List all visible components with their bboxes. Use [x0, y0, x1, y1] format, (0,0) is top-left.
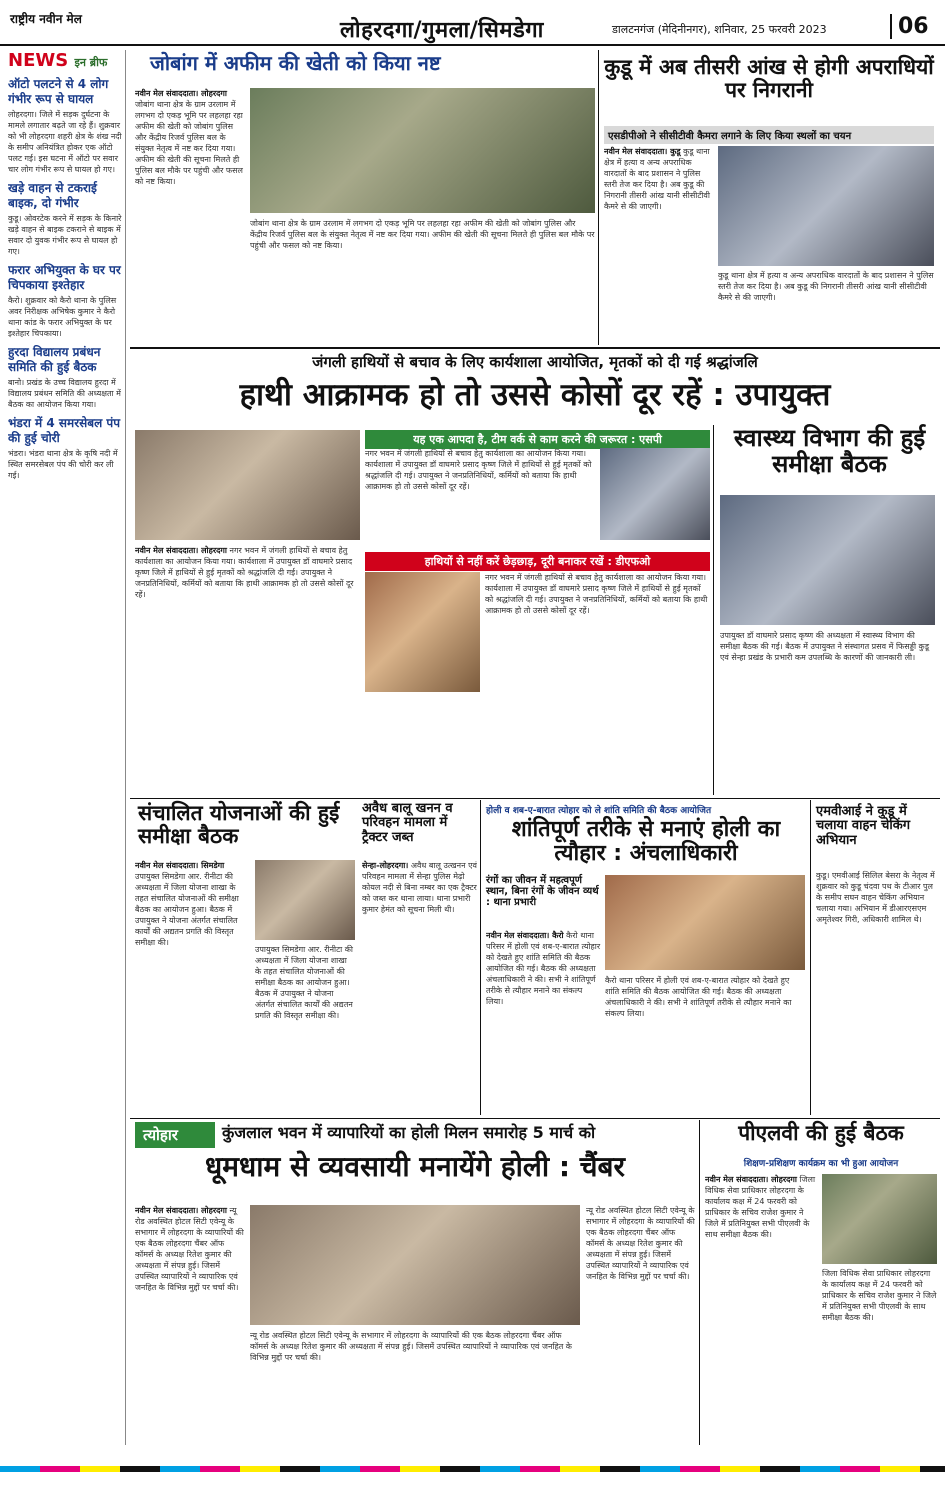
- story10-body-continued: जिला विधिक सेवा प्राधिकार लोहरदगा के कार्यालय कक्ष में 24 फरवरी को प्राधिकार के सचिव राजेश कुमार ने जिले में प्रतिनियुक्त सभी पीएलवी के साथ समीक्षा बैठक की।: [822, 1269, 937, 1322]
- story3-text: नगर भवन में जंगली हाथियों से बचाव हेतु कार्यशाला का आयोजन किया गया। कार्यशाला में उपायुक्त डॉ वाघमारे प्रसाद कृष्ण जिले में हाथियों से हुई मृतकों को श्रद्धांजलि दी गई। उपायुक्त ने जनप्रतिनिधियों, कर्मियों को बताया कि हाथी आक्रामक हो तो उससे कोसों दूर रहें।: [135, 546, 354, 599]
- story1-byline: नवीन मेल संवाददाता। लोहरदगा: [135, 89, 227, 98]
- story7-headline: शांतिपूर्ण तरीके से मनाएं होली का त्यौहार : अंचलाधिकारी: [511, 817, 781, 867]
- story9-photo: [250, 1205, 580, 1325]
- story1-body: [135, 88, 245, 343]
- story9-body-column3: न्यू रोड अवस्थित होटल सिटी एवेन्यू के सभागार में लोहरदगा के व्यापारियों की एक बैठक लोहरदगा चैंबर ऑफ कॉमर्स के अध्यक्ष रितेश कुमार की अध्यक्षता में संपन्न हुई। जिसमें उपस्थित व्यापारियों ने व्यापारिक एवं जनहित के विभिन्न मुद्दों पर चर्चा की।: [586, 1206, 695, 1281]
- story9-body-continued: न्यू रोड अवस्थित होटल सिटी एवेन्यू के सभागार में लोहरदगा के व्यापारियों की एक बैठक लोहरदगा चैंबर ऑफ कॉमर्स के अध्यक्ष रितेश कुमार की अध्यक्षता में संपन्न हुई। जिसमें उपस्थित व्यापारियों ने व्यापारिक एवं जनहित के विभिन्न मुद्दों पर चर्चा की।: [250, 1331, 572, 1362]
- story3-kicker: जंगली हाथियों से बचाव के लिए कार्यशाला आयोजित, मृतकों को दी गई श्रद्धांजलि: [312, 353, 758, 371]
- story5-photo: [255, 860, 355, 940]
- column-divider: [598, 50, 599, 345]
- story10-byline: नवीन मेल संवाददाता। लोहरदगा: [705, 1175, 797, 1184]
- story3-byline: नवीन मेल संवाददाता। लोहरदगा: [135, 546, 227, 555]
- story10-text: जिला विधिक सेवा प्राधिकार लोहरदगा के कार्यालय कक्ष में 24 फरवरी को प्राधिकार के सचिव राजेश कुमार ने जिले में प्रतिनियुक्त सभी पीएलवी के साथ समीक्षा बैठक की।: [705, 1175, 816, 1239]
- brief-headline: भंडरा में 4 समरसेबल पंप की हुई चोरी: [8, 416, 121, 445]
- story3-dfo-text: नगर भवन में जंगली हाथियों से बचाव हेतु कार्यशाला का आयोजन किया गया। कार्यशाला में उपायुक्त डॉ वाघमारे प्रसाद कृष्ण जिले में हाथियों से हुई मृतकों को श्रद्धांजलि दी गई। उपायुक्त ने जनप्रतिनिधियों, कर्मियों को बताया कि हाथी आक्रामक हो तो उससे कोसों दूर रहें।: [485, 573, 708, 615]
- story6-byline: सेन्हा-लोहरदगा।: [362, 861, 409, 870]
- section-title: लोहरदगा/गुमला/सिमडेगा: [340, 18, 544, 43]
- story9-headline: धूमधाम से व्यवसायी मनायेंगे होली : चैंबर: [205, 1150, 625, 1183]
- brief-item: [8, 263, 125, 339]
- brief-text: बानो। प्रखंड के उच्च विद्यालय हुरदा में विद्यालय प्रबंधन समिति की अध्यक्षता में बैठक का आयोजन किया गया।: [8, 378, 121, 409]
- story2-text: कुडू थाना क्षेत्र में हत्या व अन्य अपराधिक वारदातों के बाद प्रशासन ने पुलिस स्तरी तेज कर दिया है। अब कुडू की निगरानी तीसरी आंख यानी सीसीटीवी कैमरे से की जाएगी।: [604, 147, 710, 211]
- section-rule: [130, 1118, 940, 1119]
- story6-headline: अवैध बालू खनन व परिवहन मामला में ट्रैक्टर जब्त: [362, 801, 453, 845]
- story3-photo-sp: [600, 448, 710, 540]
- story9-tag: त्योहार: [135, 1122, 215, 1148]
- brief-text: भंडरा। भंडरा थाना क्षेत्र के कृषि नदी में स्थित समरसेबल पंप की चोरी कर ली गई।: [8, 449, 118, 480]
- story3-photo-1: [135, 430, 360, 540]
- brief-text: लोहरदगा। जिले में सड़क दुर्घटना के मामले लगातार बढ़ते जा रहे हैं। शुक्रवार को भी लोहरदगा शहरी क्षेत्र के शंख नदी के समीप अनियंत्रित होकर एक ऑटो पलट गई। इस घटना में ऑटो पर सवार चार लोग गंभीर रूप से घायल हो गए।: [8, 110, 122, 174]
- story4-photo: [720, 495, 935, 625]
- brief-headline: खड़े वाहन से टकराई बाइक, दो गंभीर: [8, 181, 97, 210]
- section-rule: [130, 347, 940, 349]
- story8-headline: एमवीआई ने कुडू में चलाया वाहन चेकिंग अभियान: [816, 804, 911, 848]
- story7-body-continued: कैरो थाना परिसर में होली एवं शब-ए-बारात त्योहार को देखते हुए शांति समिति की बैठक आयोजित की गई। बैठक की अध्यक्षता अंचलाधिकारी ने की। सभी ने शांतिपूर्ण तरीके से त्यौहार मनाने का संकल्प लिया।: [605, 976, 792, 1018]
- news-brief-badge: [8, 50, 125, 71]
- news-brief-column: [8, 50, 126, 1445]
- story2-body-continued: कुडू थाना क्षेत्र में हत्या व अन्य अपराधिक वारदातों के बाद प्रशासन ने पुलिस स्तरी तेज कर दिया है। अब कुडू की निगरानी तीसरी आंख यानी सीसीटीवी कैमरे से की जाएगी।: [718, 271, 934, 302]
- news-label: NEWS: [8, 50, 69, 71]
- brief-item: [8, 181, 125, 257]
- story4-body: उपायुक्त डॉ वाघमारे प्रसाद कृष्ण की अध्यक्षता में स्वास्थ्य विभाग की समीक्षा बैठक की गई। बैठक में उपायुक्त ने संस्थागत प्रसव में फिसड्डी कुडू एवं सेन्हा प्रखंड के प्रभारी कम उपलब्धि के कारणों की जानकारी ली।: [720, 631, 929, 662]
- story6-text: अवैध बालू उत्खनन एवं परिवहन मामला में सेन्हा पुलिस मेढ़ो कोयल नदी से बिना नम्बर का एक ट्रैक्टर को जब्त कर थाना लाया। थाना प्रभारी कुमार हेमंत को सूचना मिली थी।: [362, 861, 477, 914]
- story5-headline: संचालित योजनाओं की हुई समीक्षा बैठक: [138, 801, 340, 849]
- masthead: राष्ट्रीय नवीन मेल: [10, 12, 82, 26]
- brief-headline: हुरदा विद्यालय प्रबंधन समिति की हुई बैठक: [8, 345, 101, 374]
- story1-text: जोबांग थाना क्षेत्र के ग्राम उरलाम में लगभग दो एकड़ भूमि पर लहलहा रहा अफीम की खेती को जोबांग पुलिस और केंद्रीय रिजर्व पुलिस बल के संयुक्त नेतृत्व में नष्ट कर दिया गया। अफीम की खेती की सूचना मिलते ही पुलिस बल मौके पर पहुंची और फसल को नष्ट किया।: [135, 100, 243, 186]
- story2-body: [604, 146, 714, 341]
- story9-kicker: कुंजलाल भवन में व्यापारियों का होली मिलन समारोह 5 मार्च को: [222, 1123, 596, 1142]
- dateline: डालटनगंज (मेदिनीनगर), शनिवार, 25 फरवरी 2023: [612, 23, 827, 36]
- story7-byline: नवीन मेल संवाददाता। कैरो: [486, 931, 564, 940]
- story5-text: उपायुक्त सिमडेगा आर. रीनीटा की अध्यक्षता में जिला योजना शाखा के तहत संचालित योजनाओं की समीक्षा बैठक का आयोजन हुआ। बैठक में उपायुक्त ने योजना अंतर्गत संचालित कार्यों की अद्यतन प्रगति की विस्तृत समीक्षा की।: [135, 872, 239, 947]
- story6-body: [362, 860, 477, 1115]
- brief-item: [8, 345, 125, 410]
- column-divider: [480, 800, 481, 1115]
- story1-headline: जोबांग में अफीम की खेती को किया नष्ट: [150, 51, 441, 75]
- story3-sp-text: नगर भवन में जंगली हाथियों से बचाव हेतु कार्यशाला का आयोजन किया गया। कार्यशाला में उपायुक्त डॉ वाघमारे प्रसाद कृष्ण जिले में हाथियों से हुई मृतकों को श्रद्धांजलि दी गई। उपायुक्त ने जनप्रतिनिधियों, कर्मियों को बताया कि हाथी आक्रामक हो तो उससे कोसों दूर रहें।: [365, 449, 592, 491]
- column-divider: [713, 425, 714, 795]
- brief-item: [8, 77, 125, 175]
- story7-kicker: होली व शब-ए-बारात त्योहार को ले शांति समिति की बैठक आयोजित: [486, 806, 712, 816]
- page-number: 06: [890, 14, 929, 39]
- story3-headline: हाथी आक्रामक हो तो उससे कोसों दूर रहें : उपायुक्त: [239, 377, 831, 413]
- news-sub-label: इन ब्रीफ: [74, 56, 108, 69]
- story1-body-continued: जोबांग थाना क्षेत्र के ग्राम उरलाम में लगभग दो एकड़ भूमि पर लहलहा रहा अफीम की खेती को जोबांग पुलिस और केंद्रीय रिजर्व पुलिस बल के संयुक्त नेतृत्व में नष्ट कर दिया गया। अफीम की खेती की सूचना मिलते ही पुलिस बल मौके पर पहुंची और फसल को नष्ट किया।: [250, 219, 595, 250]
- story9-byline: नवीन मेल संवाददाता। लोहरदगा: [135, 1206, 227, 1215]
- story2-photo: [718, 146, 934, 266]
- story7-quote: रंगों का जीवन में महत्वपूर्ण स्थान, बिना रंगों के जीवन व्यर्थ : थाना प्रभारी: [486, 875, 599, 908]
- story5-body: [135, 860, 250, 1115]
- story2-headline: कुडू में अब तीसरी आंख से होगी अपराधियों पर निगरानी: [604, 55, 934, 103]
- story8-body: कुडू। एमवीआई सिलिल बेसरा के नेतृत्व में शुक्रवार को कुडू चंदवा पथ के टीआर पुल के समीप सघन वाहन चेकिंग अभियान चलाया गया। अभियान में डीआरएसएम अमृतेश्वर गिरी, अधिकारी शामिल थे।: [816, 871, 935, 924]
- column-divider: [699, 1120, 700, 1445]
- story5-byline: नवीन मेल संवाददाता। सिमडेगा: [135, 861, 225, 870]
- print-color-strip: [0, 1466, 945, 1472]
- story10-headline: पीएलवी की हुई बैठक: [738, 1121, 904, 1145]
- story3-body: [135, 545, 360, 795]
- story3-bar-dfo: हाथियों से नहीं करें छेड़छाड़, दूरी बनाकर रखें : डीएफओ: [365, 552, 710, 571]
- story9-body: [135, 1205, 245, 1445]
- brief-item: [8, 416, 125, 481]
- story7-body: [486, 930, 601, 1115]
- story5-body-continued: उपायुक्त सिमडेगा आर. रीनीटा की अध्यक्षता में जिला योजना शाखा के तहत संचालित योजनाओं की समीक्षा बैठक का आयोजन हुआ। बैठक में उपायुक्त ने योजना अंतर्गत संचालित कार्यों की अद्यतन प्रगति की विस्तृत समीक्षा की।: [255, 945, 353, 1020]
- story2-subhead: एसडीपीओ ने सीसीटीवी कैमरा लगाने के लिए किया स्थलों का चयन: [604, 126, 934, 144]
- story4-headline: स्वास्थ्य विभाग की हुई समीक्षा बैठक: [733, 424, 926, 479]
- story7-text: कैरो थाना परिसर में होली एवं शब-ए-बारात त्योहार को देखते हुए शांति समिति की बैठक आयोजित की गई। बैठक की अध्यक्षता अंचलाधिकारी ने की। सभी ने शांतिपूर्ण तरीके से त्यौहार मनाने का संकल्प लिया।: [486, 931, 601, 1006]
- brief-headline: ऑटो पलटने से 4 लोग गंभीर रूप से घायल: [8, 77, 109, 106]
- story10-subhead: शिक्षण-प्रशिक्षण कार्यक्रम का भी हुआ आयोजन: [743, 1159, 899, 1169]
- story10-body: [705, 1174, 817, 1444]
- story3-bar-sp: यह एक आपदा है, टीम वर्क से काम करने की जरूरत : एसपी: [365, 430, 710, 449]
- brief-text: कैरो। शुक्रवार को कैरो थाना के पुलिस अवर निरीक्षक अभिषेक कुमार ने कैरो थाना कांड के फरार अभियुक्त के घर इश्तेहार चिपकाया।: [8, 296, 117, 338]
- brief-headline: फरार अभियुक्त के घर पर चिपकाया इश्तेहार: [8, 263, 121, 292]
- story10-photo: [822, 1174, 937, 1264]
- story1-photo: [250, 88, 595, 213]
- brief-text: कुडू। ओवरटेक करने में सड़क के किनारे खड़े वाहन से बाइक टकराने से बाइक में सवार दो युवक गंभीर रूप से घायल हो गए।: [8, 214, 122, 256]
- section-rule: [130, 798, 940, 799]
- story9-text: न्यू रोड अवस्थित होटल सिटी एवेन्यू के सभागार में लोहरदगा के व्यापारियों की एक बैठक लोहरदगा चैंबर ऑफ कॉमर्स के अध्यक्ष रितेश कुमार की अध्यक्षता में संपन्न हुई। जिसमें उपस्थित व्यापारियों ने व्यापारिक एवं जनहित के विभिन्न मुद्दों पर चर्चा की।: [135, 1206, 244, 1292]
- column-divider: [810, 800, 811, 1115]
- story2-byline: नवीन मेल संवाददाता। कुडू: [604, 147, 681, 156]
- story3-photo-dfo: [365, 572, 480, 692]
- story7-photo: [605, 875, 805, 970]
- page-header: [0, 0, 945, 46]
